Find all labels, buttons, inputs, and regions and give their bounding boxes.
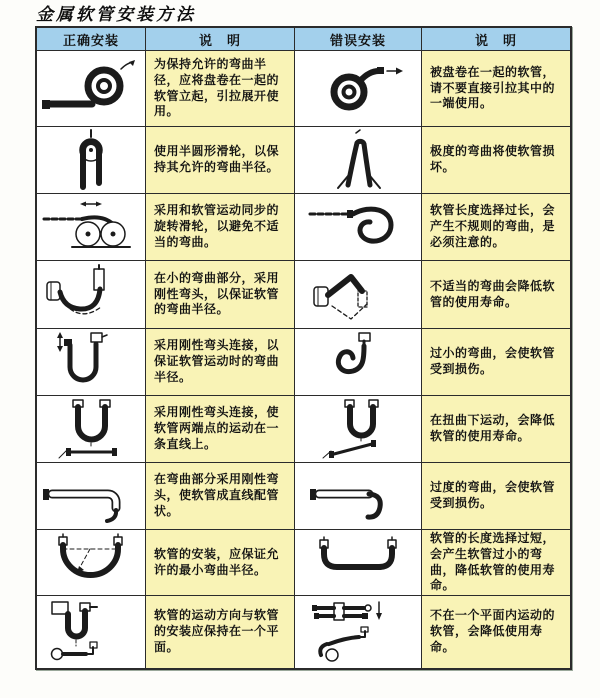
table-row-7-wrong-text: 过度的弯曲，会使软管受到损伤。 xyxy=(421,462,570,529)
table-row-5-correct-image xyxy=(37,328,145,395)
table-row-2-wrong-image xyxy=(294,126,421,193)
table-row-1-correct-image xyxy=(37,50,145,126)
table-row-7-correct-text: 在弯曲部分采用刚性弯头，使软管成直线配管状。 xyxy=(145,462,294,529)
table-row-2-wrong-text: 极度的弯曲将使软管损坏。 xyxy=(421,126,570,193)
table-row-9-correct-image xyxy=(37,595,145,668)
table-row-6-wrong-text: 在扭曲下运动，会降低软管的使用寿命。 xyxy=(421,395,570,462)
header-wrong-install: 错误安装 xyxy=(294,28,421,50)
table-row-6-wrong-image xyxy=(294,395,421,462)
table-row-3-wrong-image xyxy=(294,193,421,260)
hose-over-bent-icon xyxy=(307,465,409,527)
table-row-5-wrong-text: 过小的弯曲，会使软管受到损伤。 xyxy=(421,328,570,395)
table-row-9-wrong-image xyxy=(294,595,421,668)
table-row-6-correct-image xyxy=(37,395,145,462)
table-row-2-correct-text: 使用半圆形滑轮，以保持其允许的弯曲半径。 xyxy=(145,126,294,193)
table-row-5-correct-text: 采用刚性弯头连接，以保证软管运动时的弯曲半径。 xyxy=(145,328,294,395)
hose-too-long-irregular-bend-icon xyxy=(307,197,409,257)
table-row-4-wrong-image xyxy=(294,260,421,328)
header-description-2: 说 明 xyxy=(421,28,570,50)
hose-extreme-bend-icon xyxy=(307,129,409,191)
hose-rigid-elbow-small-bend-icon xyxy=(40,264,142,326)
hose-on-semicircular-pulley-icon xyxy=(40,129,142,191)
table-row-8-wrong-text: 软管的长度选择过短，会产生软管过小的弯曲，降低软管的使用寿命。 xyxy=(421,529,570,595)
table-row-5-wrong-image xyxy=(294,328,421,395)
table-row-9-correct-text: 软管的运动方向与软管的安装应保持在一个平面。 xyxy=(145,595,294,668)
table-row-4-correct-text: 在小的弯曲部分，采用刚性弯头，以保证软管的弯曲半径。 xyxy=(145,260,294,328)
table-row-7-wrong-image xyxy=(294,462,421,529)
hose-twisted-motion-icon xyxy=(307,398,409,460)
table-row-9-wrong-text: 不在一个平面内运动的软管，会降低使用寿命。 xyxy=(421,595,570,668)
hose-motion-in-different-planes-icon xyxy=(307,598,409,666)
hose-motion-in-same-plane-icon xyxy=(40,598,142,666)
hose-synchronized-rotating-pulleys-icon xyxy=(40,197,142,257)
table-row-3-correct-image xyxy=(37,193,145,260)
table-row-6-correct-text: 采用刚性弯头连接，使软管两端点的运动在一条直线上。 xyxy=(145,395,294,462)
hose-straight-piping-rigid-elbow-icon xyxy=(40,465,142,527)
hose-ends-move-in-line-icon xyxy=(40,398,142,460)
table-row-1-correct-text: 为保持允许的弯曲半径，应将盘卷在一起的软管立起，引拉展开使用。 xyxy=(145,50,294,126)
hose-too-small-bend-icon xyxy=(307,331,409,393)
hose-rigid-elbow-connection-icon xyxy=(40,331,142,393)
table-row-2-correct-image xyxy=(37,126,145,193)
table-row-4-correct-image xyxy=(37,260,145,328)
table-row-4-wrong-text: 不适当的弯曲会降低软管的使用寿命。 xyxy=(421,260,570,328)
header-correct-install: 正确安装 xyxy=(37,28,145,50)
hose-too-short-taut-icon xyxy=(307,533,409,593)
table-row-7-correct-image xyxy=(37,462,145,529)
hose-improper-bend-icon xyxy=(307,264,409,326)
installation-table xyxy=(35,26,572,670)
header-description-1: 说 明 xyxy=(145,28,294,50)
table-row-8-correct-image xyxy=(37,529,145,595)
table-row-1-wrong-image xyxy=(294,50,421,126)
page-title: 金属软管安装方法 xyxy=(36,5,196,25)
hose-min-bend-radius-icon xyxy=(40,533,142,593)
table-row-3-correct-text: 采用和软管运动同步的旋转滑轮，以避免不适当的弯曲。 xyxy=(145,193,294,260)
table-row-1-wrong-text: 被盘卷在一起的软管，请不要直接引拉其中的一端使用。 xyxy=(421,50,570,126)
table-row-8-wrong-image xyxy=(294,529,421,595)
table-row-3-wrong-text: 软管长度选择过长，会产生不规则的弯曲，是必须注意的。 xyxy=(421,193,570,260)
hose-coil-direct-pull-icon xyxy=(307,56,409,122)
table-row-8-correct-text: 软管的安装，应保证允许的最小弯曲半径。 xyxy=(145,529,294,595)
hose-coil-stand-unroll-icon xyxy=(40,56,142,122)
